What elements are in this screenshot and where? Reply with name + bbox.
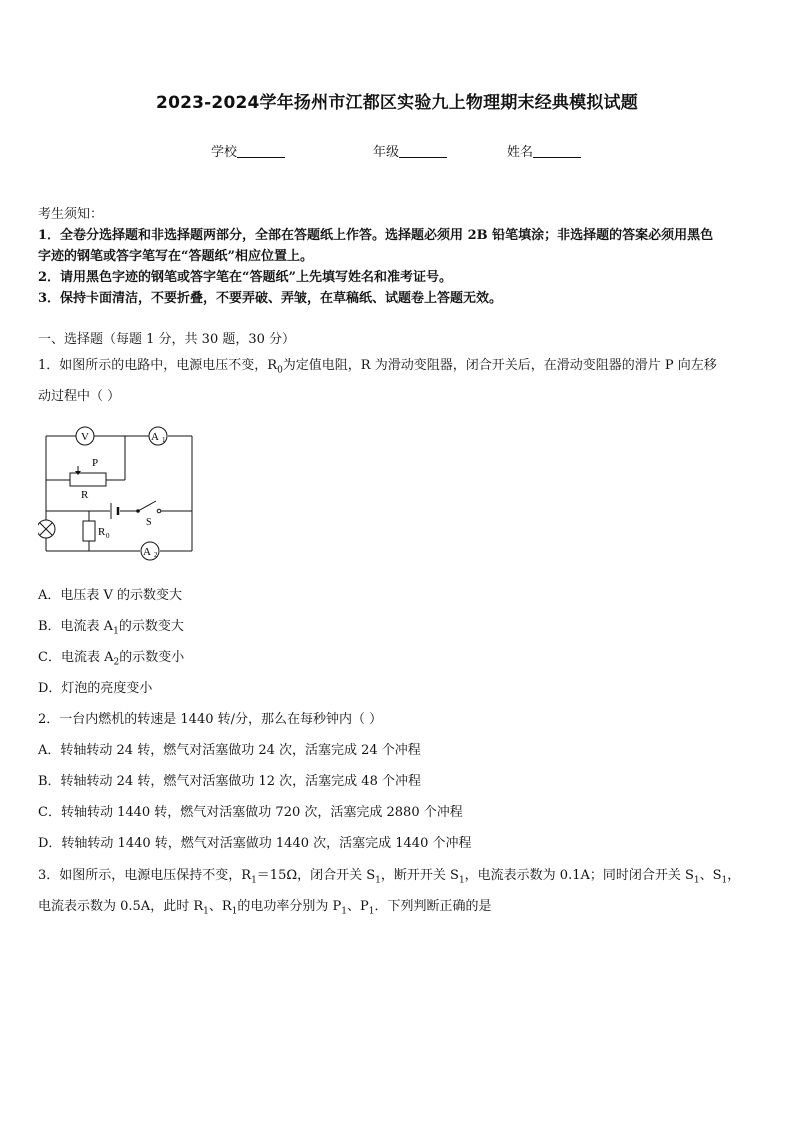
q2-stem: 2．一台内燃机的转速是 1440 转/分，那么在每秒钟内（ ）: [38, 712, 383, 727]
grade-field: [373, 141, 447, 160]
notice-heading: 考生须知：: [38, 207, 104, 222]
lamp-icon: [38, 520, 55, 538]
grade-label: 年级: [373, 145, 400, 160]
circuit-diagram: [38, 418, 208, 563]
school-field: [211, 141, 285, 160]
q1-stem-line1: 1．如图所示的电路中，电源电压不变，$R_0$为定值电阻，R 为滑动变阻器，闭合开关后，在滑动变阻器的滑片 P 向左移: [38, 358, 717, 376]
svg-text:R: R: [98, 526, 106, 538]
page-title: 2023-2024学年扬州市江都区实验九上物理期末经典模拟试题: [156, 93, 638, 113]
voltmeter-icon: [76, 427, 94, 445]
svg-text:V: V: [81, 431, 89, 443]
svg-text:S: S: [146, 517, 152, 528]
name-field: [507, 141, 581, 160]
q3-stem-line2: 电流表示数为 0.5A，此时 $R_1$、$R_1$的电功率分别为 $P_1$、$P_1$．下列判断正确的是: [38, 899, 492, 917]
q1-option-a: A．电压表 V 的示数变大: [38, 588, 183, 603]
q2-option-b: B．转轴转动 24 转，燃气对活塞做功 12 次，活塞完成 48 个冲程: [38, 774, 421, 789]
q2-option-a: A．转轴转动 24 转，燃气对活塞做功 24 次，活塞完成 24 个冲程: [38, 743, 421, 758]
q1-option-b: B．电流表 $A_1$的示数变大: [38, 619, 184, 637]
q1-option-d: D．灯泡的亮度变小: [38, 681, 153, 696]
ammeter-a2-icon: [141, 542, 159, 560]
battery-icon: [111, 503, 118, 519]
grade-blank: [399, 144, 447, 158]
school-label: 学校: [211, 145, 238, 160]
rheostat-icon: [70, 457, 106, 501]
svg-text:1: 1: [162, 436, 166, 444]
name-label: 姓名: [507, 145, 534, 160]
svg-text:A: A: [151, 431, 159, 443]
notice-item-2: 2．请用黑色字迹的钢笔或答字笔在“答题纸”上先填写姓名和准考证号。: [38, 270, 453, 285]
svg-text:R: R: [81, 489, 89, 501]
notice-item-1-cont: 字迹的钢笔或答字笔写在“答题纸”相应位置上。: [38, 249, 313, 264]
svg-text:A: A: [143, 546, 151, 558]
q1-option-c: C．电流表 $A_2$的示数变小: [38, 650, 185, 668]
notice-item-1: 1．全卷分选择题和非选择题两部分，全部在答题纸上作答。选择题必须用 2B 铅笔填涂；非选择题的答案必须用黑色: [38, 228, 714, 243]
svg-text:0: 0: [106, 532, 110, 540]
q2-option-c: C．转轴转动 1440 转，燃气对活塞做功 720 次，活塞完成 2880 个冲程: [38, 805, 463, 820]
svg-text:P: P: [92, 457, 99, 469]
section-heading: 一、选择题（每题 1 分，共 30 题，30 分）: [38, 332, 296, 347]
q2-option-d: D．转轴转动 1440 转，燃气对活塞做功 1440 次，活塞完成 1440 个冲程: [38, 836, 472, 851]
svg-text:2: 2: [154, 551, 158, 559]
q3-stem-line1: 3．如图所示，电源电压保持不变，$R_1=15\Omega$，闭合开关 $S_1$，断开开关 $S_1$，电流表示数为 0.1A；同时闭合开关 $S_1$、$S_1$，: [38, 868, 741, 886]
school-blank: [237, 144, 285, 158]
q1-stem-line2: 动过程中（ ）: [38, 389, 121, 404]
switch-icon: [136, 509, 161, 528]
notice-item-3: 3．保持卡面清洁，不要折叠，不要弄破、弄皱，在草稿纸、试题卷上答题无效。: [38, 291, 503, 306]
resistor-r0-icon: [83, 521, 110, 541]
name-blank: [533, 144, 581, 158]
ammeter-a1-icon: [149, 427, 167, 445]
